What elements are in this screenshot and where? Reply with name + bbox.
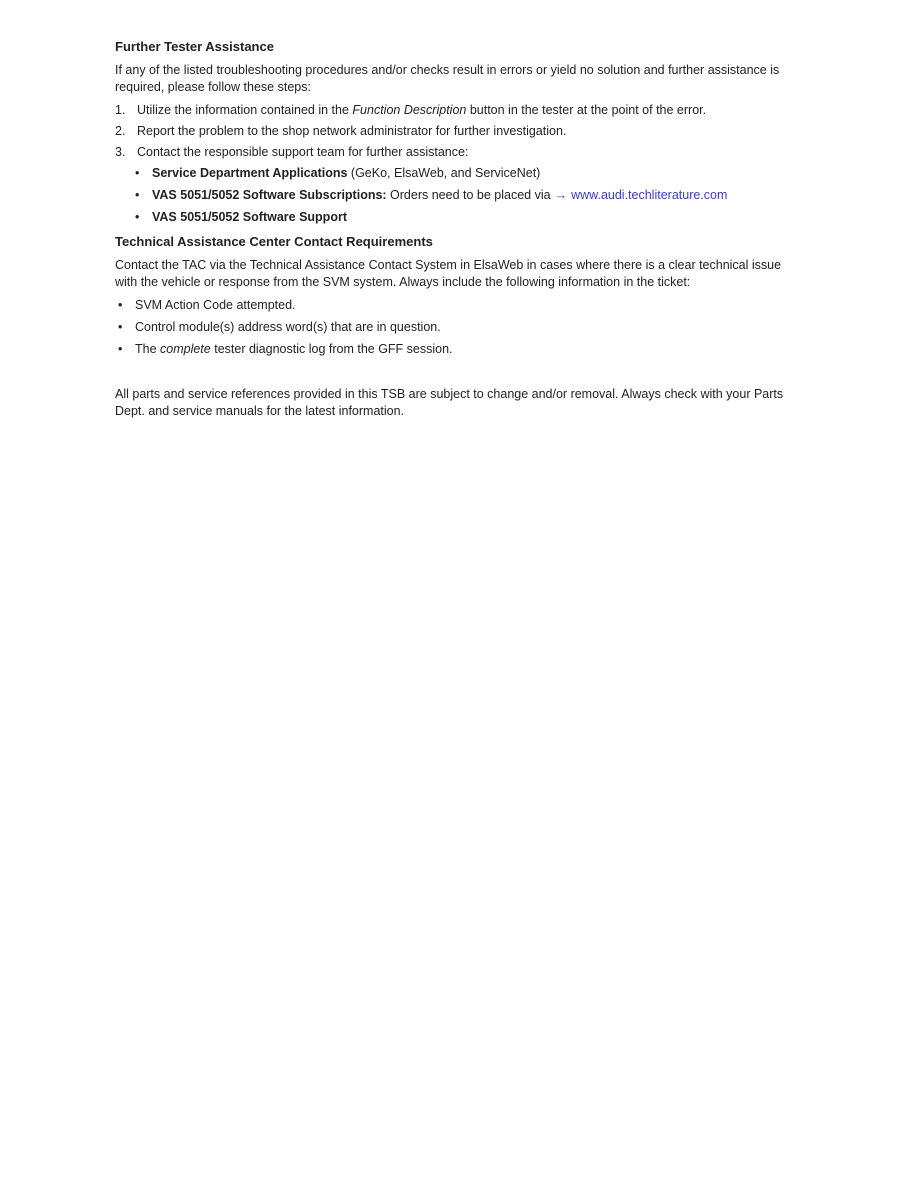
ticket-info-bullet-list [115,297,791,358]
support-bullet-rest: Orders need to be placed via [386,188,551,202]
bullet-icon: • [118,298,123,312]
ticket-bullet-pre: SVM Action Code attempted. [135,298,296,312]
ticket-bullet-pre: The [135,342,161,356]
bullet-icon: • [135,210,140,224]
support-bullet-rest: (GeKo, ElsaWeb, and ServiceNet) [347,166,541,180]
step-text [137,102,791,119]
support-bullet-software-subscriptions [135,187,791,204]
support-bullet-text [152,187,791,204]
ticket-bullet-pre: Control module(s) address word(s) that are in question. [135,320,441,334]
step-text-italic: Function Description [352,103,467,117]
support-bullet-bold: Service Department Applications [152,166,348,180]
step-number: 1. [115,103,126,117]
ticket-bullet-post: tester diagnostic log from the GFF session. [210,342,453,356]
step-item-1 [115,102,791,119]
disclaimer-note: All parts and service references provided in this TSB are subject to change and/or removal. Always check with your Parts Dept. and service manuals for the latest information. [115,387,784,418]
support-bullet-software-support [135,209,791,226]
step-item-3 [115,144,791,161]
tsb-content [115,38,791,420]
support-bullet-service-dept [135,165,791,182]
ticket-bullet-diagnostic-log [115,341,791,358]
step-number: 3. [115,145,126,159]
step-text [137,123,791,140]
step-text-pre: Report the problem to the shop network administrator for further investigation. [137,124,567,138]
support-bullet-text [152,209,791,226]
step-number: 2. [115,124,126,138]
step-text-pre: Contact the responsible support team for further assistance: [137,145,469,159]
ticket-bullet-text [135,319,791,336]
step-text-pre: Utilize the information contained in the [137,103,353,117]
step-text [137,144,791,161]
ticket-bullet-svm-action-code [115,297,791,314]
support-bullet-bold: VAS 5051/5052 Software Support [152,210,347,224]
support-bullet-bold: VAS 5051/5052 Software Subscriptions: [152,188,387,202]
section-heading-further-tester-assistance: Further Tester Assistance [115,39,274,54]
techliterature-link[interactable]: www.audi.techliterature.com [571,188,728,202]
intro-paragraph: If any of the listed troubleshooting procedures and/or checks result in errors or yield no solution and further assistance is required, please follow these steps: [115,63,780,94]
bullet-icon: • [118,342,123,356]
bullet-icon: • [118,320,123,334]
support-bullet-text [152,165,791,182]
tac-intro-paragraph: Contact the TAC via the Technical Assistance Contact System in ElsaWeb in cases where there is a clear technical issue with the vehicle or response from the SVM system. Always include the following information in the ticket: [115,258,782,289]
step-item-2 [115,123,791,140]
support-team-bullet-list [135,165,791,226]
ticket-bullet-control-modules [115,319,791,336]
bullet-icon: • [135,188,140,202]
step-text-post: button in the tester at the point of the error. [466,103,707,117]
ticket-bullet-text [135,297,791,314]
bullet-icon: • [135,166,140,180]
arrow-right-icon: → [554,188,568,202]
ticket-bullet-italic: complete [160,342,211,356]
numbered-steps-list [115,102,791,161]
ticket-bullet-text [135,341,791,358]
section-heading-tac-contact-requirements: Technical Assistance Center Contact Requirements [115,234,433,249]
